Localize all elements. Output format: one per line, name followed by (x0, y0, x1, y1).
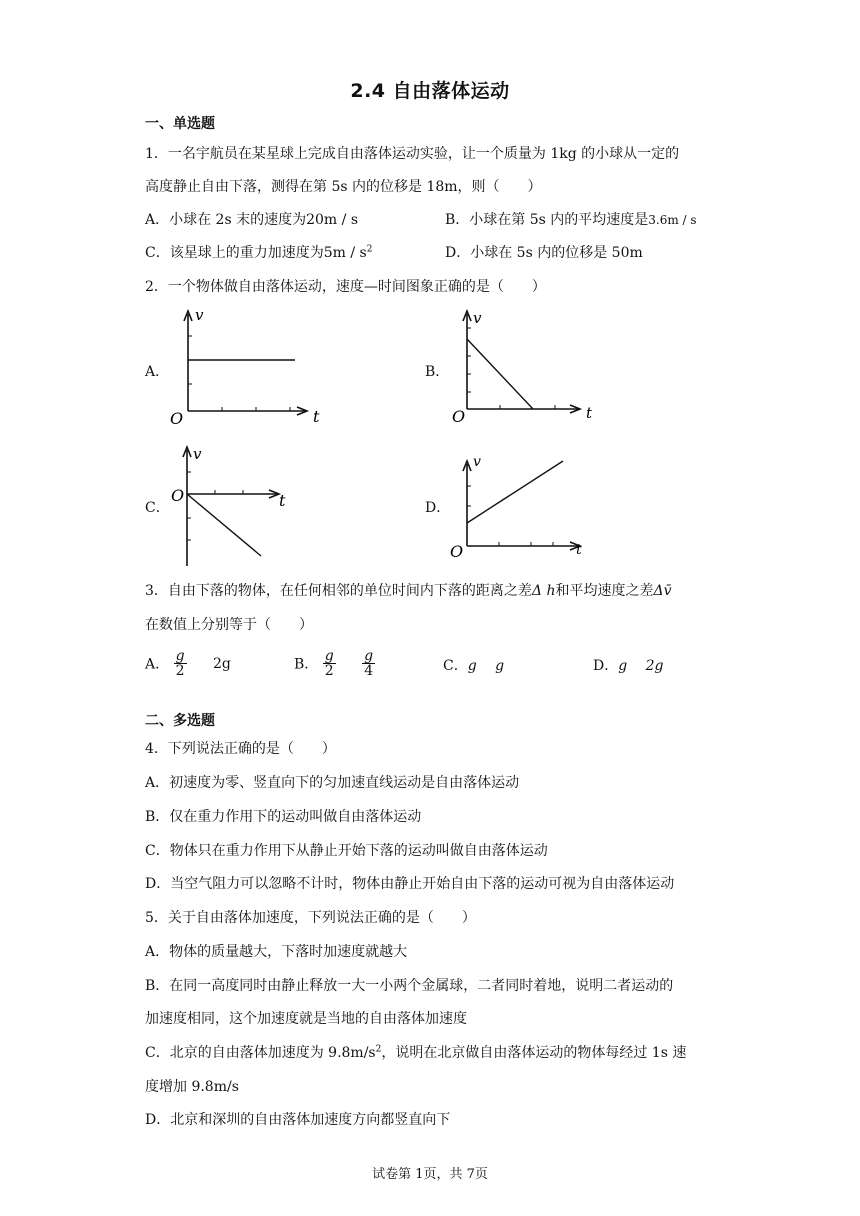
q2-option-b-label: B． (425, 364, 450, 380)
q1-option-c-exponent: 2 (366, 244, 373, 255)
q3-stem-text-2: 和平均速度之差 (555, 583, 654, 599)
q4-option-b: B．仅在重力作用下的运动叫做自由落体运动 (145, 809, 422, 825)
q3-delta-v: Δv̄ (653, 583, 672, 599)
q1-option-a (145, 209, 358, 229)
q4-stem: 4．下列说法正确的是（ ） (145, 741, 336, 757)
q3-option-d-value: g 2g (618, 658, 664, 674)
q5-option-c-text-1: C．北京的自由落体加速度为 9.8m/s (145, 1045, 376, 1061)
page-footer: 试卷第 1页，共 7页 (372, 1167, 488, 1182)
q2-graph-a (165, 306, 325, 428)
q2-stem: 2．一个物体做自由落体运动，速度—时间图象正确的是（ ） (145, 279, 546, 295)
q3-option-a-denominator: 2 (175, 663, 185, 679)
graph-a-origin-label: O (170, 409, 184, 428)
q5-option-b-line2: 加速度相同，这个加速度就是当地的自由落体加速度 (145, 1011, 467, 1027)
q1-option-c (145, 242, 372, 262)
q5-option-c-exponent: 2 (375, 1044, 382, 1055)
graph-b-origin-label: O (452, 407, 466, 426)
q5-option-d: D．北京和深圳的自由落体加速度方向都竖直向下 (145, 1112, 451, 1128)
q1-option-b (445, 209, 697, 229)
q3-option-b-label: B． (294, 656, 319, 673)
graph-c-origin-label: O (171, 486, 185, 505)
graph-c-t-label: t (279, 491, 286, 510)
section-multiple-choice: 二、多选题 (145, 713, 215, 729)
graph-b-v-label: v (473, 309, 482, 327)
q3-option-b-fraction-1 (323, 649, 336, 678)
q2-graph-c (165, 442, 325, 568)
q1-option-d: D．小球在 5s 内的位移是 50m (445, 245, 643, 261)
graph-a-v-label: v (195, 306, 204, 324)
q2-graph-d (445, 446, 605, 564)
q1-option-a-text: A．小球在 2s 末的速度为 (145, 212, 307, 228)
q5-option-c-line1 (145, 1042, 686, 1062)
q1-option-c-text: C．该星球上的重力加速度为 (145, 245, 324, 261)
q1-option-c-value: 5m / s (323, 245, 367, 261)
q2-option-a-label: A． (145, 364, 170, 380)
q3-option-d-label: D． (593, 658, 619, 674)
q3-option-a-fraction (174, 649, 187, 678)
q3-option-b-denominator-2: 4 (364, 663, 374, 679)
q2-option-c-label: C． (145, 500, 170, 516)
q3-option-b (294, 649, 375, 678)
q3-stem-text-1: 3．自由下落的物体，在任何相邻的单位时间内下落的距离之差 (145, 583, 532, 599)
q3-stem-line1 (145, 580, 672, 600)
graph-b-t-label: t (586, 404, 593, 422)
graph-d-origin-label: O (450, 542, 464, 561)
q1-stem-line1: 1．一名宇航员在某星球上完成自由落体运动实验，让一个质量为 1kg 的小球从一定的 (145, 146, 680, 162)
q3-option-a-label: A． (145, 656, 170, 673)
q4-option-a: A．初速度为零、竖直向下的匀加速直线运动是自由落体运动 (145, 775, 520, 791)
q3-option-a-second: 2g (213, 655, 231, 672)
page-title: 2.4 自由落体运动 (350, 80, 510, 102)
q5-option-c-line2: 度增加 9.8m/s (145, 1079, 239, 1095)
q3-option-a-numerator: g (175, 648, 185, 664)
q5-stem: 5．关于自由落体加速度，下列说法正确的是（ ） (145, 910, 476, 926)
q5-option-c-text-2: ，说明在北京做自由落体运动的物体每经过 1s 速 (381, 1045, 687, 1061)
section-single-choice: 一、单选题 (145, 116, 215, 132)
q4-option-c: C．物体只在重力作用下从静止开始下落的运动叫做自由落体运动 (145, 843, 548, 859)
q3-option-c-label: C． (443, 658, 468, 674)
graph-a-t-label: t (313, 407, 320, 426)
q3-option-b-fraction-2 (362, 649, 375, 678)
q3-option-b-numerator-2: g (364, 648, 374, 664)
q2-graph-b (445, 306, 605, 428)
q5-option-b-line1: B．在同一高度同时由静止释放一大一小两个金属球，二者同时着地，说明二者运动的 (145, 978, 674, 994)
q4-option-d: D．当空气阻力可以忽略不计时，物体由静止开始自由下落的运动可视为自由落体运动 (145, 876, 675, 892)
q3-option-b-numerator-1: g (324, 648, 334, 664)
q1-option-a-value: 20m / s (306, 212, 359, 228)
graph-d-v-label: v (473, 454, 481, 470)
graph-d-t-label: t (576, 542, 582, 558)
q2-option-d-label: D． (425, 500, 451, 516)
q3-option-b-denominator-1: 2 (324, 663, 334, 679)
q1-option-b-text: B．小球在第 5s 内的平均速度是 (445, 212, 649, 228)
q3-stem-line2: 在数值上分别等于（ ） (145, 617, 313, 633)
q3-option-c (443, 655, 504, 675)
graph-c-v-label: v (193, 445, 202, 463)
q5-option-a: A．物体的质量越大，下落时加速度就越大 (145, 944, 408, 960)
q1-stem-line2: 高度静止自由下落，测得在第 5s 内的位移是 18m，则（ ） (145, 179, 542, 195)
q3-option-a (145, 649, 231, 678)
q1-option-b-value: 3.6m / s (648, 213, 697, 227)
q3-delta-h: Δ h (531, 583, 556, 599)
q3-option-d (593, 655, 664, 675)
q3-option-c-value: g g (467, 658, 505, 674)
